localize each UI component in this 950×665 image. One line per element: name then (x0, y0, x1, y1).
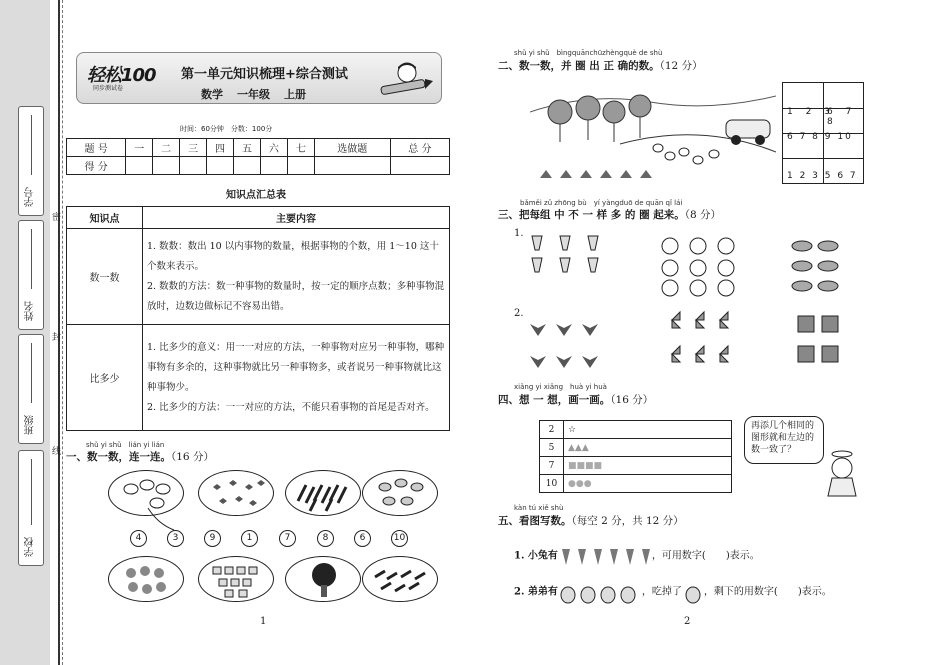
pear-icon (682, 580, 704, 604)
number-circle[interactable]: 7 (279, 530, 296, 547)
page-number: 2 (684, 616, 691, 627)
summary-item: 1. 比多少的意义：用一一对应的方法，一种事物对应另一种事物，哪种事物有多余的，这种事物就比另一种事物多，或者说另一种事物就比这种事物少。 (147, 341, 445, 393)
cube-icon (798, 316, 838, 362)
number-circle[interactable]: 10 (391, 530, 408, 547)
field-school[interactable]: 学校 (18, 450, 44, 566)
section2-pinyin: shǔ yi shǔ bìngquānchūzhèngquè de shù (514, 49, 663, 57)
park-scene-image (530, 82, 776, 186)
speech-bubble: 再添几个相同的图形就和左边的数一致了？ (744, 416, 824, 464)
grid-numbers[interactable]: 6 7 8 9 10 (787, 132, 853, 142)
summary-item: 2. 数数的方法：数一种事物的数量时，按一定的顺序点数；多种事物混放时，边数边做标记不容易出错。 (147, 280, 445, 312)
exam-subtitle: 数学 一年级 上册 (201, 88, 306, 101)
group-label: 2. (514, 308, 524, 319)
soccer-ball-icon (662, 238, 734, 296)
summary-item: 1. 数数：数出 10 以内事物的数量，根据事物的个数，用 1～10 这十个数来表示。 (147, 240, 439, 272)
bow-icon (199, 471, 275, 517)
number-circle[interactable]: 6 (354, 530, 371, 547)
brand-logo: 轻松100 (87, 65, 156, 86)
plant-icon (530, 324, 598, 368)
question-rabbit: 1. 小兔有 ，可用数字( )表示。 (514, 545, 760, 567)
pencil-boy-icon (377, 59, 433, 101)
fish-icon (363, 471, 439, 517)
brand-logo-sub: 同步测试卷 (93, 85, 124, 92)
fish-group[interactable] (362, 470, 438, 516)
pencil-icon (286, 471, 362, 517)
score-cell[interactable] (126, 157, 153, 175)
score-cell[interactable] (260, 157, 287, 175)
angel-girl-icon (820, 448, 864, 498)
score-cell[interactable] (390, 157, 449, 175)
group2-image[interactable] (520, 306, 870, 376)
summary-topic: 比多少 (67, 325, 143, 431)
cut-line (62, 0, 63, 665)
number-circle[interactable]: 1 (241, 530, 258, 547)
circle-icon: ●●● (568, 478, 592, 489)
birds-group[interactable] (108, 556, 184, 602)
score-cell[interactable] (287, 157, 314, 175)
summary-item: 2. 比多少的方法：一一对应的方法，不能只看事物的首尾是否对齐。 (147, 401, 435, 413)
summary-table: 知识点 主要内容 数一数 1. 数数：数出 10 以内事物的数量，根据事物的个数，用 1～10 这十个数来表示。 2. 数数的方法：数一种事物的数量时，按一定的顺序点数；多种事物混放时，边数边做标记不容易出错。 比多少 1. 比多少的意义：用一一对应的方法，一种事物对应另一种事物，哪种事物有多余的，这种事物就比另一种事物多，或者说另一种事物就比这种事物少。 2. 比多少的方法：一一对应的方法，不能只看事物的首尾是否对齐。 (66, 206, 450, 431)
pear-icon (558, 580, 642, 604)
pinwheel-icon (672, 312, 728, 362)
score-cell[interactable] (233, 157, 260, 175)
drawing-area[interactable] (564, 439, 732, 457)
drawing-area[interactable] (564, 457, 732, 475)
carrot-icon (558, 545, 652, 567)
section4-pinyin: xiǎng yi xiǎng huà yi huà (514, 383, 607, 391)
answer-grid (782, 82, 864, 184)
cut-mark: 密 (52, 213, 62, 223)
section4-heading: 四、想 一 想，画一画。（16 分） (498, 394, 654, 406)
section3-heading: 三、把每组 中 不 一 样 多 的 圈 起来。（8 分） (498, 209, 722, 221)
ping-pong-paddle-icon (286, 557, 362, 603)
exam-title: 第一单元知识梳理+综合测试 (181, 67, 348, 82)
group-label: 1. (514, 228, 524, 239)
square-icon: ■■■■ (568, 460, 603, 471)
bird-icon (109, 557, 185, 603)
score-cell[interactable] (207, 157, 234, 175)
score-table: 题 号 一 二 三 四 五 六 七 选做题 总 分 得 分 (66, 138, 450, 175)
star-icon: ☆ (568, 424, 577, 435)
section1-pinyin: shǔ yi shǔ lián yi lián (86, 441, 165, 449)
cut-mark: 封 (52, 333, 62, 343)
shuttlecock-icon (532, 236, 598, 272)
grid-numbers[interactable]: 1 2 3 (787, 107, 835, 117)
score-cell[interactable] (180, 157, 207, 175)
question-pears: 2. 弟弟有 ，吃掉了 ，剩下的用数字( )表示。 (514, 580, 832, 604)
score-cell[interactable] (153, 157, 180, 175)
score-cell[interactable] (314, 157, 390, 175)
connect-line (146, 506, 176, 534)
summary-topic: 数一数 (67, 229, 143, 325)
section3-pinyin: bǎměi zǔ zhōng bù yí yàngduō de quān qǐ lái (520, 199, 683, 207)
caterpillar-icon (363, 557, 439, 603)
caterpillars-group[interactable] (362, 556, 438, 602)
number-circle[interactable]: 9 (204, 530, 221, 547)
drum-icon (199, 557, 275, 603)
drawing-area[interactable] (564, 421, 732, 439)
field-student-id[interactable]: 学号 (18, 106, 44, 216)
group1-image[interactable] (520, 230, 870, 300)
section5-heading: 五、看图写数。（每空 2 分，共 12 分） (498, 515, 684, 527)
field-class[interactable]: 班级 (18, 334, 44, 444)
number-circle[interactable]: 3 (167, 530, 184, 547)
summary-title: 知识点汇总表 (226, 190, 286, 201)
drums-group[interactable] (198, 556, 274, 602)
page-number: 1 (260, 616, 267, 627)
pencils-group[interactable] (285, 470, 361, 516)
number-circle[interactable]: 4 (130, 530, 147, 547)
bows-group[interactable] (198, 470, 274, 516)
cut-mark: 线 (52, 447, 62, 457)
section1-heading: 一、数一数，连一连。（16 分） (66, 451, 214, 463)
title-banner (76, 52, 442, 104)
shape-table: 2 ☆ 5 ▲▲▲ 7 ■■■■ 10 ●●● (539, 420, 732, 493)
grid-numbers[interactable]: 1 2 3 5 6 7 (787, 171, 858, 181)
shoe-icon (792, 241, 838, 291)
grid-numbers[interactable]: 6 7 8 (827, 107, 857, 127)
triangle-icon: ▲▲▲ (568, 442, 589, 453)
paddle-group[interactable] (285, 556, 361, 602)
field-name[interactable]: 姓名 (18, 220, 44, 330)
number-circle[interactable]: 8 (317, 530, 334, 547)
section5-pinyin: kàn tú xiě shù (514, 504, 564, 512)
drawing-area[interactable] (564, 475, 732, 493)
section2-heading: 二、数一数，并 圈 出 正 确的数。（12 分） (498, 60, 703, 72)
time-score-line: 时间：60分钟 分数：100分 (180, 125, 273, 133)
